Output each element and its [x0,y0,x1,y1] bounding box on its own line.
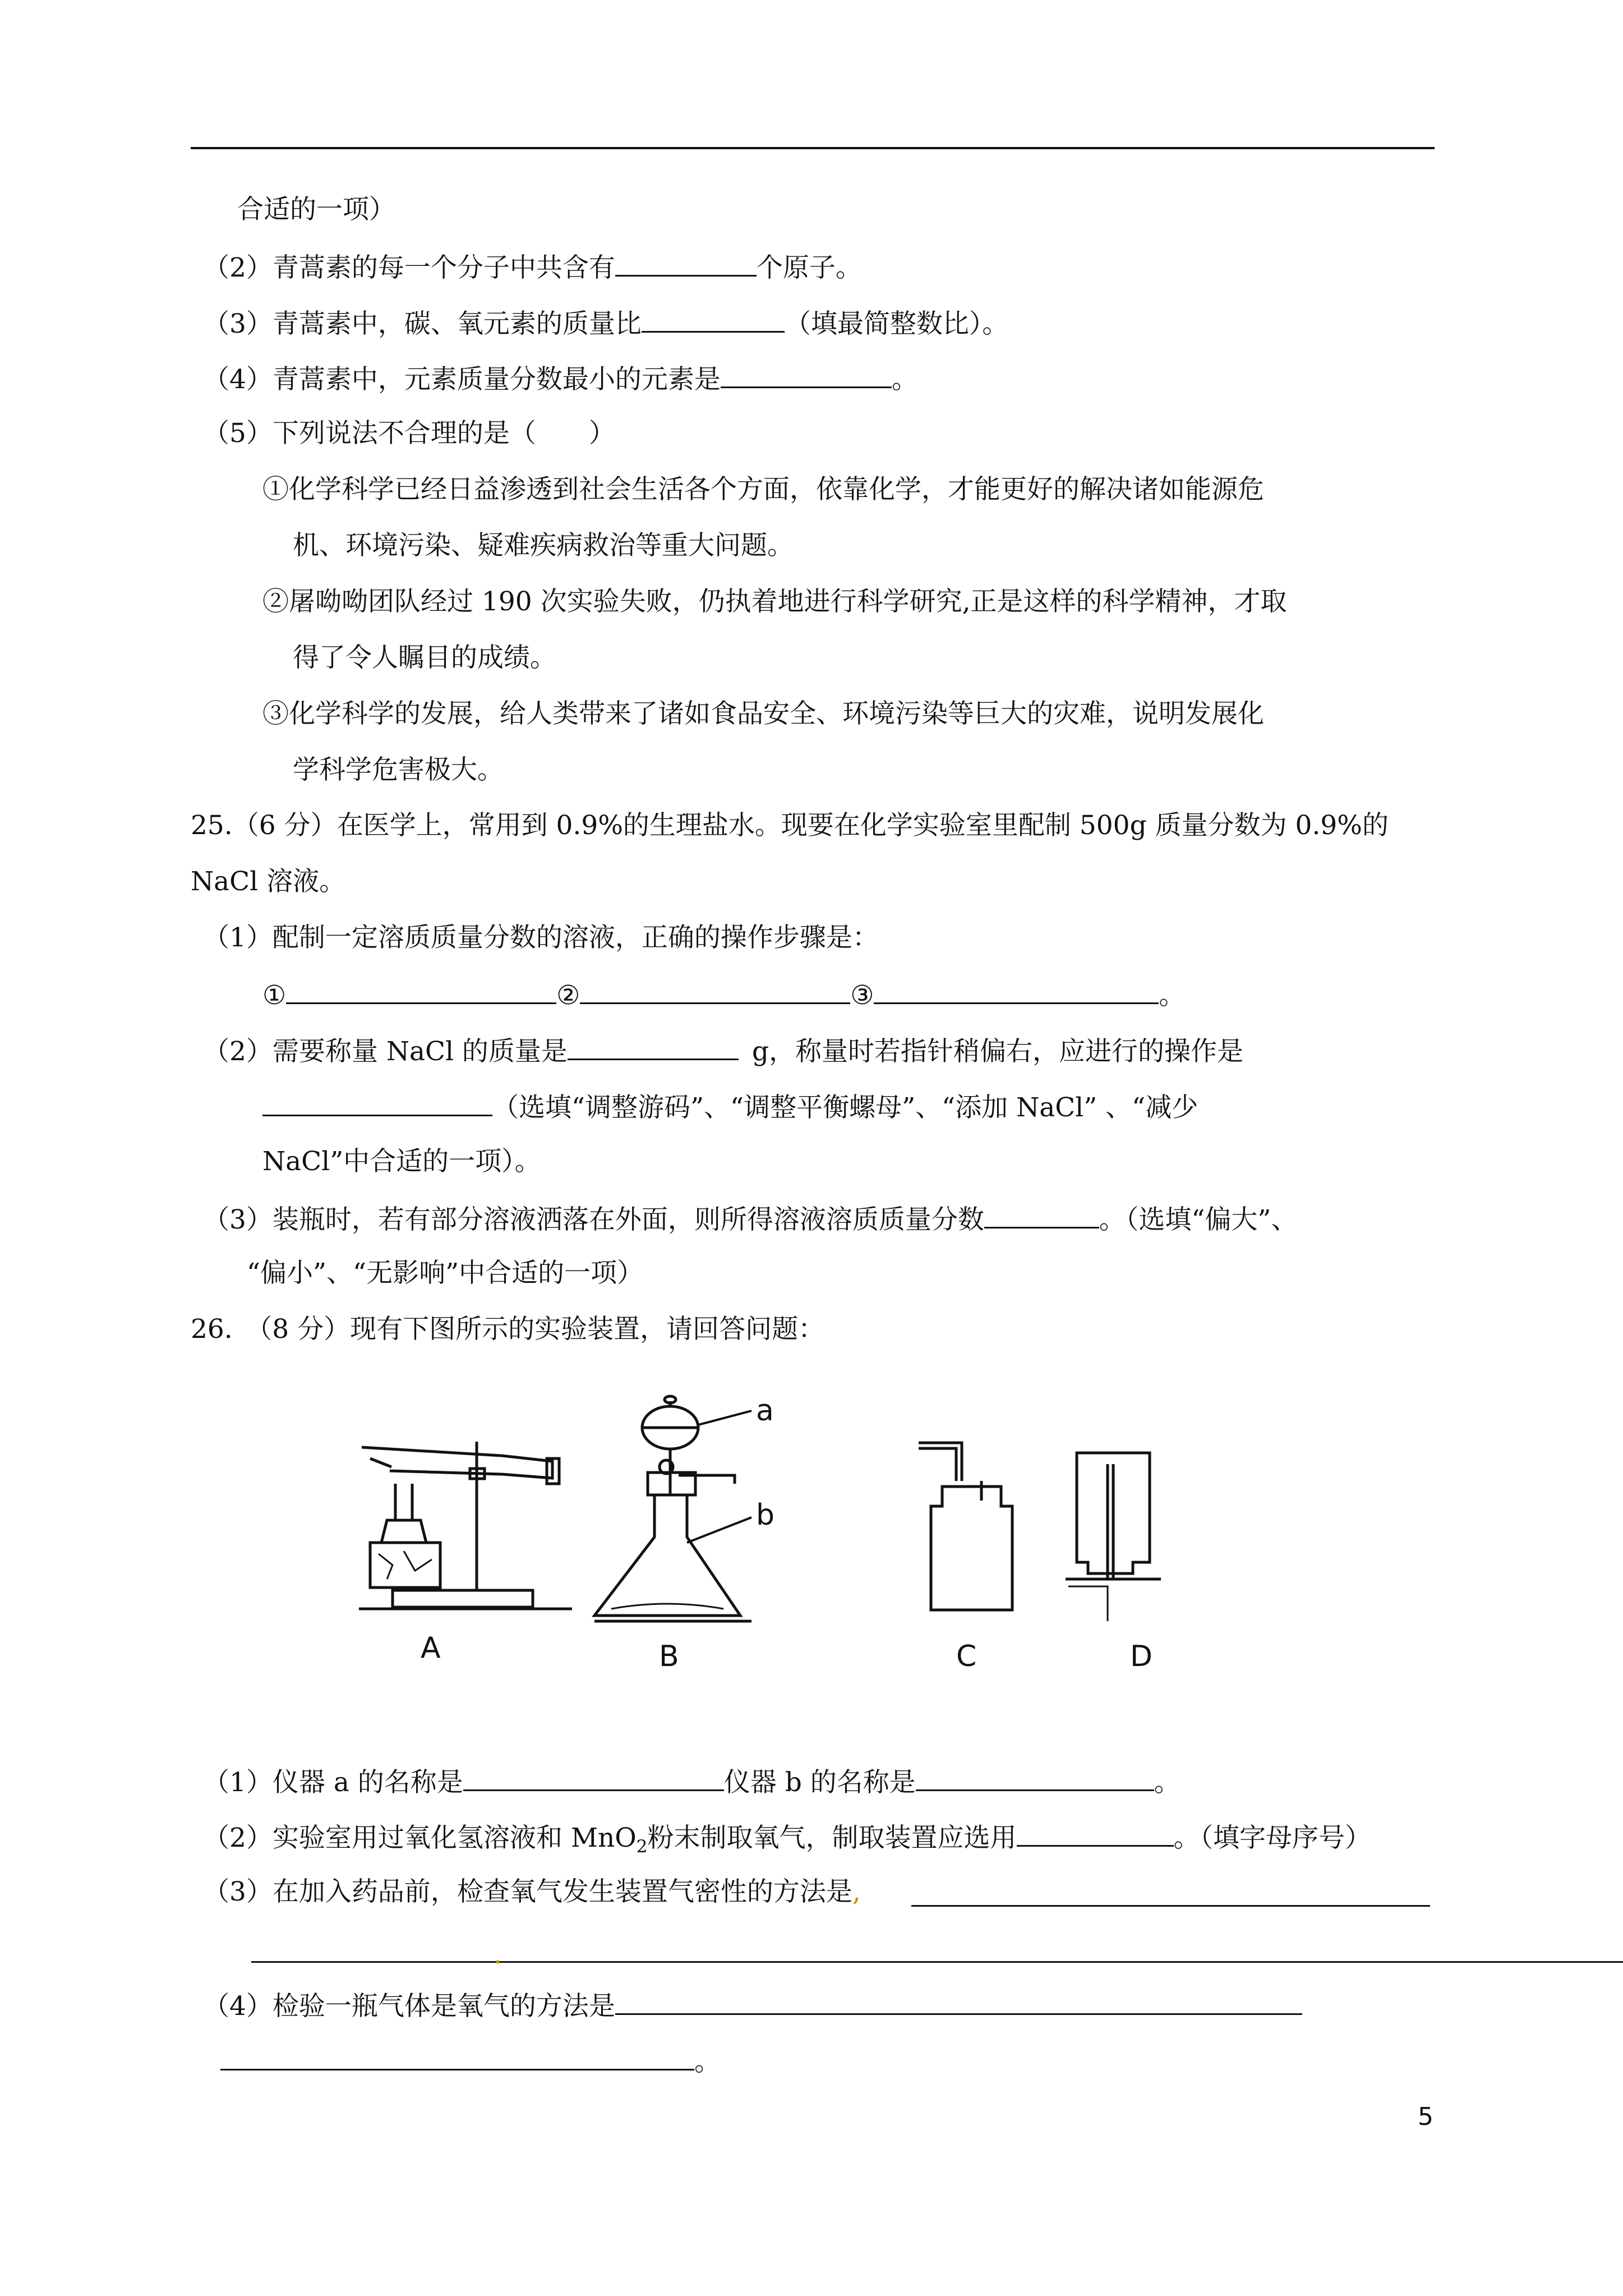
question-25-3-cont: “偏小”、“无影响”中合适的一项） [247,1258,644,1289]
answer-blank[interactable] [916,1764,1154,1791]
figure-label-b: B [659,1640,679,1673]
figure-label-c: C [956,1640,977,1673]
pointer-a-label: a [756,1394,774,1428]
answer-blank[interactable] [463,1764,724,1791]
stray-mark: . [494,1939,502,1970]
question-24-2: （2）青蒿素的每一个分子中共含有 个原子。 [203,249,862,285]
question-26-3: （3）在加入药品前，检查氧气发生装置气密性的方法是, [203,1876,861,1907]
question-26-4-cont: 。 [220,2043,721,2079]
question-25-2-cont2: NaCl”中合适的一项）。 [262,1146,541,1177]
answer-blank[interactable] [262,1089,492,1116]
question-24-3: （3）青蒿素中，碳、氧元素的质量比 （填最简整数比）。 [203,305,1008,341]
answer-blank[interactable] [580,977,850,1004]
option-1-cont: 机、环境污染、疑难疾病救治等重大问题。 [293,530,794,561]
question-24-4: （4）青蒿素中，元素质量分数最小的元素是 。 [203,361,918,397]
option-2-cont: 得了令人瞩目的成绩。 [293,642,556,673]
answer-blank[interactable] [220,2043,694,2070]
answer-line[interactable] [251,1961,1623,1963]
steps-line: ① ② ③ 。 [262,977,1185,1013]
answer-blank[interactable] [286,977,556,1004]
answer-line[interactable] [911,1905,1430,1907]
question-25-1: （1）配制一定溶质质量分数的溶液，正确的操作步骤是： [203,922,879,953]
question-26-2: （2）实验室用过氧化氢溶液和 MnO$_2$粉末制取氧气，制取装置应选用 。（填字母序号） [203,1819,1371,1864]
option-3: ③化学科学的发展，给人类带来了诸如食品安全、环境污染等巨大的灾难，说明发展化 [262,698,1264,729]
apparatus-b [594,1396,751,1621]
question-26-1: （1）仪器 a 的名称是 仪器 b 的名称是 。 [203,1764,1181,1800]
question-24-5: （5）下列说法不合理的是（ ） [203,418,615,449]
apparatus-c [919,1443,1012,1610]
option-3-cont: 学科学危害极大。 [293,754,504,785]
option-1: ①化学科学已经日益渗透到社会生活各个方面，依靠化学，才能更好的解决诸如能源危 [262,474,1264,505]
question-25-3: （3）装瓶时，若有部分溶液洒落在外面，则所得溶液溶质质量分数 。（选填“偏大”、 [203,1201,1297,1237]
answer-blank[interactable] [984,1201,1099,1228]
answer-blank[interactable] [615,249,757,277]
answer-blank[interactable] [568,1033,739,1060]
question-25: 25.（6 分）在医学上，常用到 0.9%的生理盐水。现要在化学实验室里配制 500g 质量分数为 0.9%的 [191,810,1389,841]
answer-blank[interactable] [874,977,1159,1004]
answer-blank[interactable] [1017,1819,1174,1847]
question-26: 26. （8 分）现有下图所示的实验装置，请回答问题： [191,1314,825,1345]
question-25-2-cont: （选填“调整游码”、“调整平衡螺母”、“添加 NaCl” 、“减少 [262,1089,1198,1125]
question-25-cont: NaCl 溶液。 [191,866,346,897]
text-line: 合适的一项） [237,194,395,225]
answer-blank[interactable] [642,305,785,333]
figure-label-a: A [421,1631,441,1665]
answer-blank[interactable] [721,361,892,388]
page-number: 5 [1418,2102,1433,2131]
apparatus-figure [348,1374,1301,1688]
question-25-2: （2）需要称量 NaCl 的质量是 g，称量时若指针稍偏右，应进行的操作是 [203,1033,1243,1069]
header-rule [191,147,1435,149]
question-26-4: （4）检验一瓶气体是氧气的方法是 [203,1987,1302,2023]
option-2: ②屠呦呦团队经过 190 次实验失败，仍执着地进行科学研究,正是这样的科学精神，才取 [262,586,1287,617]
apparatus-a [359,1442,572,1609]
apparatus-d [1066,1453,1161,1621]
answer-blank[interactable] [615,1987,1302,2015]
pointer-b-label: b [756,1498,775,1532]
figure-label-d: D [1130,1640,1153,1673]
